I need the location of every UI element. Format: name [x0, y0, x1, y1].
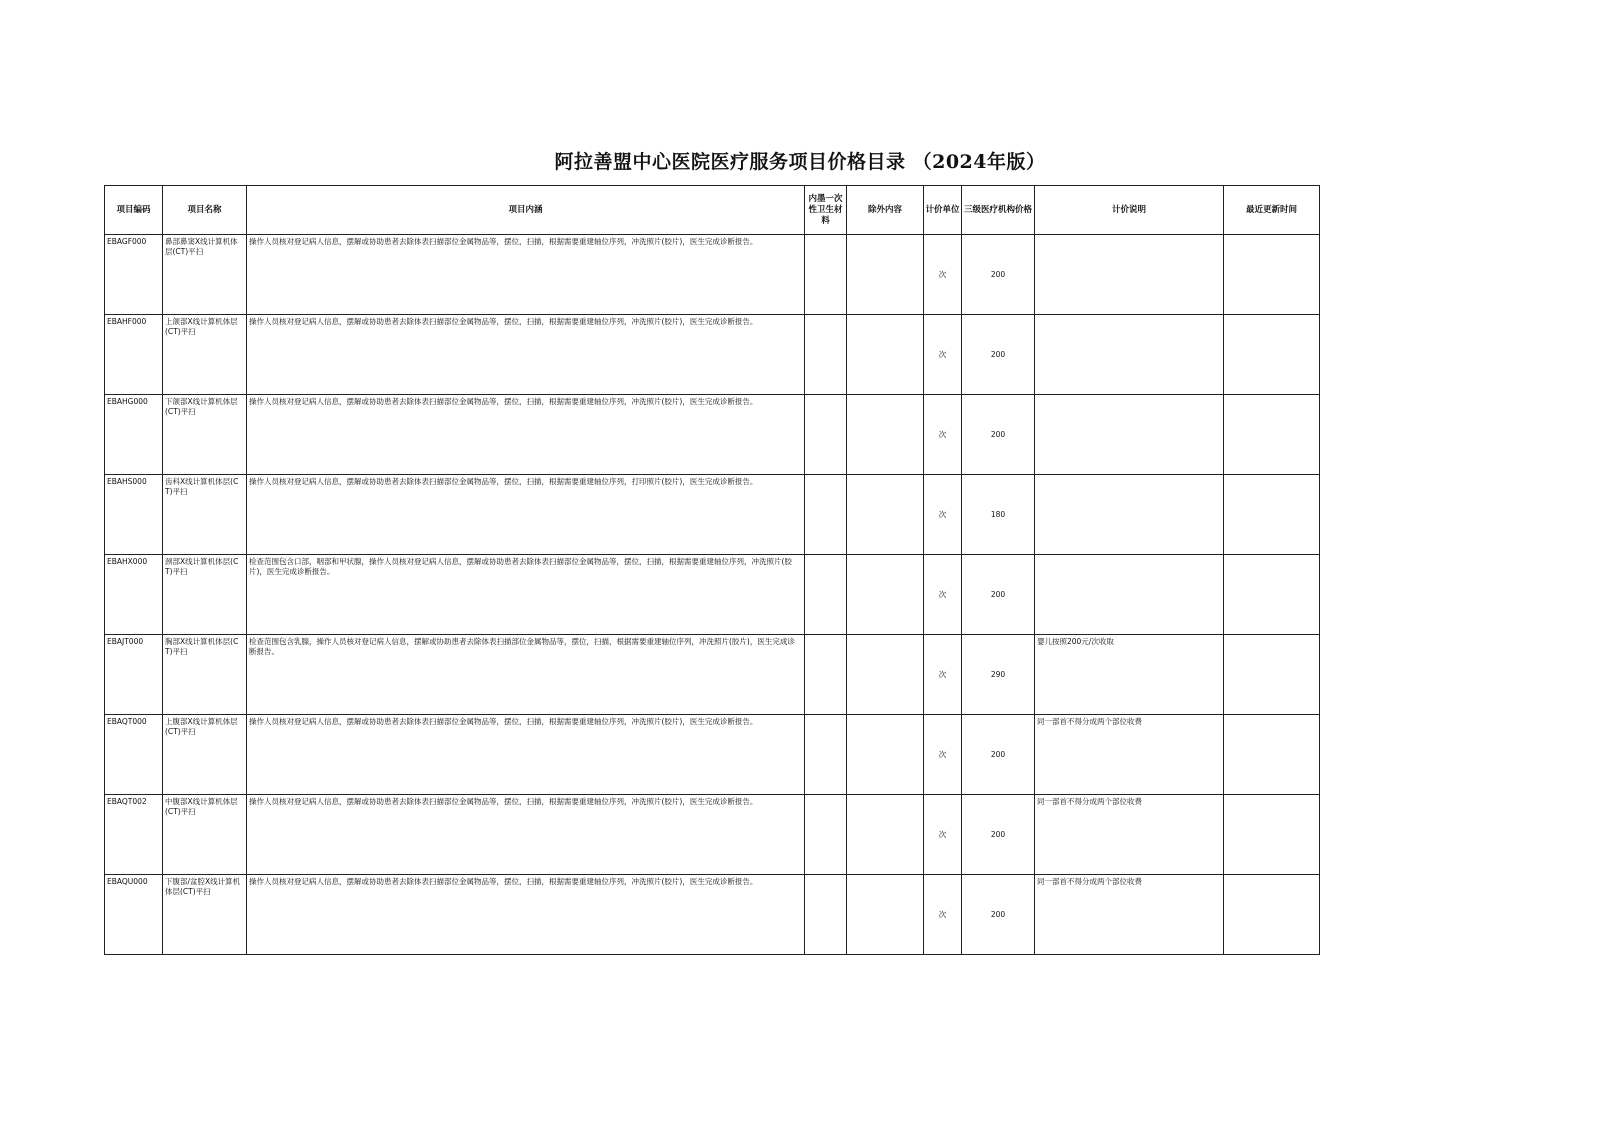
- cell-note: 同一部首不得分成两个部位收费: [1035, 875, 1224, 955]
- cell-code: EBAHF000: [105, 315, 163, 395]
- cell-name: 鼻部鼻窦X线计算机体层(CT)平扫: [163, 235, 247, 315]
- cell-name: 颈部X线计算机体层(CT)平扫: [163, 555, 247, 635]
- header-excluded: 除外内容: [847, 186, 924, 235]
- cell-name: 下腹部/盆腔X线计算机体层(CT)平扫: [163, 875, 247, 955]
- cell-material: [805, 555, 847, 635]
- cell-note: [1035, 235, 1224, 315]
- cell-material: [805, 795, 847, 875]
- cell-unit: 次: [924, 875, 962, 955]
- cell-excluded: [847, 555, 924, 635]
- table-row: [105, 795, 1320, 875]
- cell-code: EBAQU000: [105, 875, 163, 955]
- cell-name: 中腹部X线计算机体层(CT)平扫: [163, 795, 247, 875]
- table-row: [105, 875, 1320, 955]
- cell-note: 同一部首不得分成两个部位收费: [1035, 795, 1224, 875]
- cell-excluded: [847, 795, 924, 875]
- table-row: [105, 715, 1320, 795]
- cell-note: [1035, 315, 1224, 395]
- cell-code: EBAHS000: [105, 475, 163, 555]
- page-title: 阿拉善盟中心医院医疗服务项目价格目录 （2024年版）: [554, 151, 1046, 173]
- table-row: [105, 555, 1320, 635]
- cell-unit: 次: [924, 235, 962, 315]
- cell-code: EBAGF000: [105, 235, 163, 315]
- cell-note: [1035, 395, 1224, 475]
- cell-content: 操作人员核对登记病人信息，摆解或协助患者去除体表扫描部位金属物品等，摆位，扫描，根据需要重建轴位序列，冲洗照片(胶片)，医生完成诊断报告。: [247, 395, 805, 475]
- table-row: [105, 235, 1320, 315]
- cell-unit: 次: [924, 395, 962, 475]
- cell-material: [805, 395, 847, 475]
- table-row: [105, 475, 1320, 555]
- cell-updated: [1224, 635, 1320, 715]
- cell-price: 200: [962, 555, 1035, 635]
- cell-content: 操作人员核对登记病人信息，摆解或协助患者去除体表扫描部位金属物品等，摆位，扫描，根据需要重建轴位序列，冲洗照片(胶片)，医生完成诊断报告。: [247, 715, 805, 795]
- cell-material: [805, 715, 847, 795]
- cell-price: 200: [962, 795, 1035, 875]
- header-name: 项目名称: [163, 186, 247, 235]
- cell-price: 200: [962, 395, 1035, 475]
- cell-excluded: [847, 235, 924, 315]
- header-unit: 计价单位: [924, 186, 962, 235]
- cell-code: EBAQT000: [105, 715, 163, 795]
- cell-content: 操作人员核对登记病人信息，摆解或协助患者去除体表扫描部位金属物品等，摆位，扫描，根据需要重建轴位序列，冲洗照片(胶片)，医生完成诊断报告。: [247, 235, 805, 315]
- header-price: 三级医疗机构价格: [962, 186, 1035, 235]
- cell-content: 操作人员核对登记病人信息，摆解或协助患者去除体表扫描部位金属物品等，摆位，扫描，根据需要重建轴位序列，冲洗照片(胶片)，医生完成诊断报告。: [247, 795, 805, 875]
- cell-unit: 次: [924, 715, 962, 795]
- cell-content: 检查范围包含乳腺，操作人员核对登记病人信息，摆解或协助患者去除体表扫描部位金属物品等，摆位，扫描，根据需要重建轴位序列，冲洗照片(胶片)，医生完成诊断报告。: [247, 635, 805, 715]
- cell-code: EBAJT000: [105, 635, 163, 715]
- cell-content: 检查范围包含口部，咽部和甲状腺，操作人员核对登记病人信息，摆解或协助患者去除体表扫描部位金属物品等，摆位，扫描，根据需要重建轴位序列，冲洗照片(胶片)，医生完成诊断报告。: [247, 555, 805, 635]
- header-content: 项目内涵: [247, 186, 805, 235]
- table-row: [105, 395, 1320, 475]
- cell-updated: [1224, 235, 1320, 315]
- cell-excluded: [847, 395, 924, 475]
- cell-updated: [1224, 555, 1320, 635]
- cell-unit: 次: [924, 315, 962, 395]
- cell-note: [1035, 475, 1224, 555]
- cell-excluded: [847, 315, 924, 395]
- cell-name: 上腹部X线计算机体层(CT)平扫: [163, 715, 247, 795]
- cell-price: 200: [962, 715, 1035, 795]
- cell-price: 290: [962, 635, 1035, 715]
- cell-content: 操作人员核对登记病人信息，摆解或协助患者去除体表扫描部位金属物品等，摆位，扫描，根据需要重建轴位序列，冲洗照片(胶片)，医生完成诊断报告。: [247, 875, 805, 955]
- cell-note: 同一部首不得分成两个部位收费: [1035, 715, 1224, 795]
- cell-updated: [1224, 475, 1320, 555]
- cell-code: EBAHG000: [105, 395, 163, 475]
- cell-material: [805, 475, 847, 555]
- cell-updated: [1224, 395, 1320, 475]
- cell-note: [1035, 555, 1224, 635]
- header-material: 内墨一次性卫生材料: [805, 186, 847, 235]
- cell-excluded: [847, 715, 924, 795]
- header-code: 项目编码: [105, 186, 163, 235]
- table-row: [105, 315, 1320, 395]
- cell-name: 上颌部X线计算机体层(CT)平扫: [163, 315, 247, 395]
- cell-price: 200: [962, 315, 1035, 395]
- cell-price: 200: [962, 875, 1035, 955]
- cell-excluded: [847, 475, 924, 555]
- cell-price: 180: [962, 475, 1035, 555]
- cell-updated: [1224, 715, 1320, 795]
- cell-content: 操作人员核对登记病人信息，摆解或协助患者去除体表扫描部位金属物品等，摆位，扫描，根据需要重建轴位序列，冲洗照片(胶片)，医生完成诊断报告。: [247, 315, 805, 395]
- cell-unit: 次: [924, 795, 962, 875]
- cell-unit: 次: [924, 555, 962, 635]
- table-header-row: [105, 186, 1320, 235]
- cell-name: 齿科X线计算机体层(CT)平扫: [163, 475, 247, 555]
- price-table: [104, 185, 1320, 955]
- cell-unit: 次: [924, 635, 962, 715]
- cell-updated: [1224, 315, 1320, 395]
- header-note: 计价说明: [1035, 186, 1224, 235]
- cell-code: EBAQT002: [105, 795, 163, 875]
- cell-name: 下颌部X线计算机体层(CT)平扫: [163, 395, 247, 475]
- cell-code: EBAHX000: [105, 555, 163, 635]
- cell-content: 操作人员核对登记病人信息，摆解或协助患者去除体表扫描部位金属物品等，摆位，扫描，根据需要重建轴位序列，打印照片(胶片)，医生完成诊断报告。: [247, 475, 805, 555]
- cell-price: 200: [962, 235, 1035, 315]
- table-row: [105, 635, 1320, 715]
- cell-excluded: [847, 635, 924, 715]
- cell-material: [805, 875, 847, 955]
- cell-material: [805, 315, 847, 395]
- cell-excluded: [847, 875, 924, 955]
- cell-updated: [1224, 875, 1320, 955]
- cell-material: [805, 235, 847, 315]
- cell-updated: [1224, 795, 1320, 875]
- cell-unit: 次: [924, 475, 962, 555]
- header-updated: 最近更新时间: [1224, 186, 1320, 235]
- cell-note: 婴儿按照200元/次收取: [1035, 635, 1224, 715]
- cell-name: 胸部X线计算机体层(CT)平扫: [163, 635, 247, 715]
- cell-material: [805, 635, 847, 715]
